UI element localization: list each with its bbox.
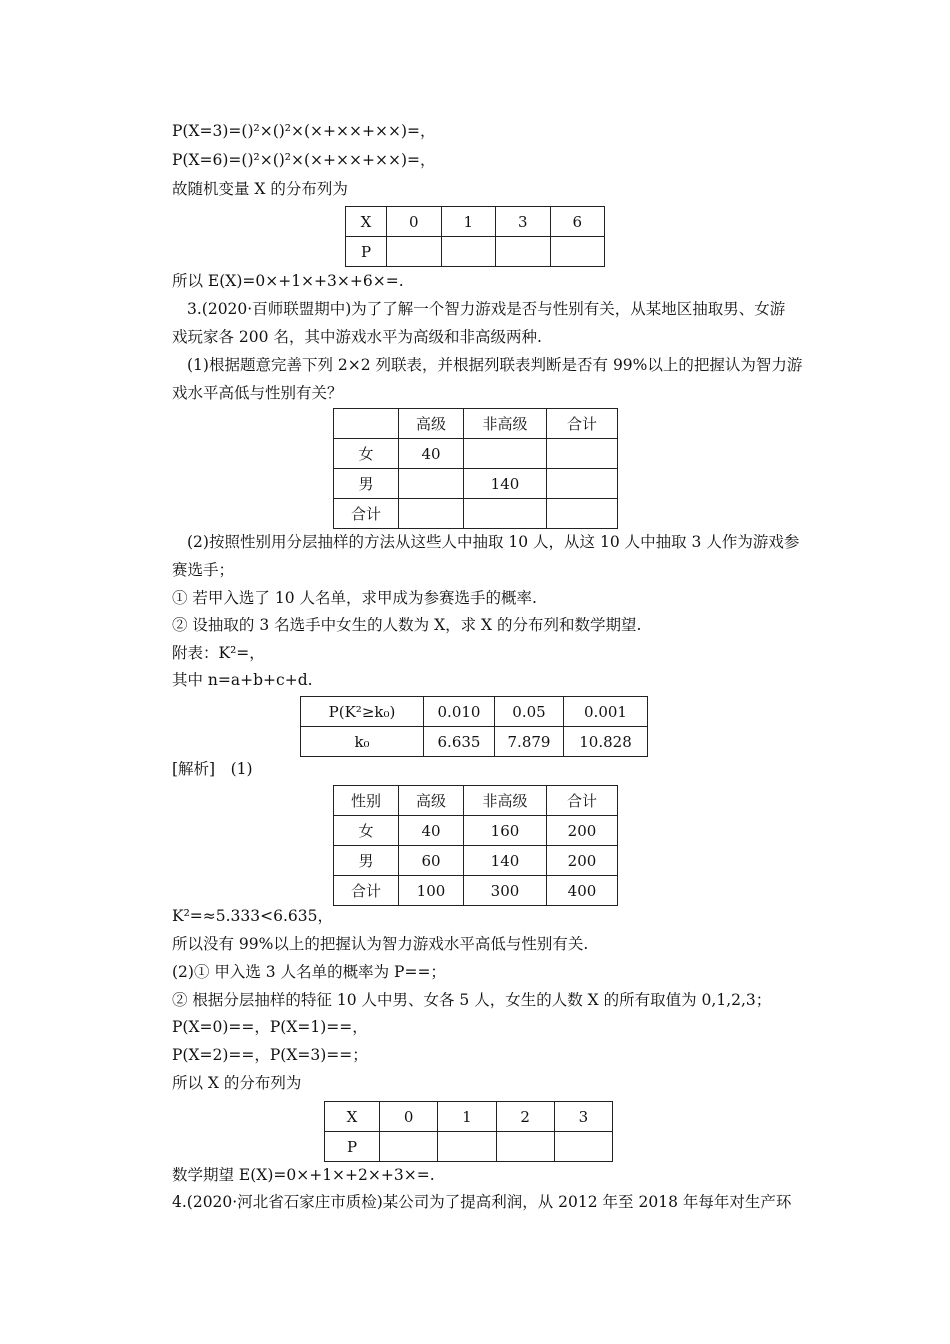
table-row [301,697,648,727]
table-cell: 高级 [399,786,464,816]
table-cell: 0.05 [495,697,564,727]
table-cell: 男 [334,469,399,499]
q3-part1-b: 戏水平高低与性别有关？ [172,384,343,402]
prob-x-2-3: P(X=2)==，P(X=3)==； [172,1046,368,1064]
table-cell [547,439,618,469]
table-row [334,409,618,439]
table-cell: 3 [554,1102,612,1132]
table-cell: 6 [550,207,605,237]
text-p-x-3: P(X=3)=()²×()²×(×+××+××)=， [172,122,436,140]
table-cell [547,469,618,499]
q3-part1-a: (1)根据题意完善下列 2×2 列联表，并根据列联表判断是否有 99%以上的把握认为智力游 [187,356,803,374]
table-cell: 160 [464,816,547,846]
distribution-table-1 [345,206,605,267]
table-row [334,876,618,906]
table-cell: 40 [399,439,464,469]
table-cell [441,237,496,267]
table-cell: 140 [464,469,547,499]
table-cell: 非高级 [464,409,547,439]
table-cell [554,1132,612,1162]
table-cell [438,1132,496,1162]
table-cell: 合计 [334,499,399,529]
prob-x-0-1: P(X=0)==，P(X=1)==， [172,1018,368,1036]
table-row [325,1132,613,1162]
q3-header-b: 戏玩家各 200 名，其中游戏水平为高级和非高级两种. [172,328,542,346]
q3-part2-b: 赛选手； [172,561,235,579]
q3-part2-i: ① 若甲入选了 10 人名单，求甲成为参赛选手的概率. [172,589,537,607]
table-cell: 女 [334,816,399,846]
contingency-table-filled [333,785,618,906]
conclusion-line: 所以没有 99%以上的把握认为智力游戏水平高低与性别有关. [172,935,589,953]
solution-2-ii: ② 根据分层抽样的特征 10 人中男、女各 5 人，女生的人数 X 的所有取值为 0,1,2,3； [172,991,772,1009]
table-cell: 非高级 [464,786,547,816]
table-cell: 7.879 [495,727,564,757]
table-cell [550,237,605,267]
table-row [325,1102,613,1132]
table-cell: X [346,207,387,237]
k2-value-line: K²=≈5.333<6.635， [172,907,334,925]
table-cell: 3 [496,207,551,237]
table-cell: 高级 [399,409,464,439]
table-cell: 200 [547,846,618,876]
table-cell: 0.010 [424,697,495,727]
table-cell [496,237,551,267]
table-cell: P(K²≥k₀) [301,697,424,727]
table-cell: P [325,1132,380,1162]
q3-header-a: 3.(2020·百师联盟期中)为了了解一个智力游戏是否与性别有关，从某地区抽取男、女游 [187,300,786,318]
table-row [334,439,618,469]
table-cell [464,499,547,529]
table-cell [399,499,464,529]
text-p-x-6: P(X=6)=()²×()²×(×+××+××)=， [172,151,436,169]
analysis-label: [解析] (1) [172,760,253,778]
table-cell: k₀ [301,727,424,757]
table-cell: 10.828 [564,727,648,757]
table-cell: 1 [438,1102,496,1132]
table-cell [387,237,442,267]
table-cell [334,409,399,439]
table-cell: 2 [496,1102,554,1132]
table-cell: 合计 [334,876,399,906]
distribution-table-2 [324,1101,613,1162]
table-row [334,786,618,816]
table-cell: P [346,237,387,267]
table-cell: 性别 [334,786,399,816]
table-cell: 100 [399,876,464,906]
table-row [346,207,605,237]
table-cell: 合计 [547,786,618,816]
table-cell: 0 [380,1102,438,1132]
text-expectation-1: 所以 E(X)=0×+1×+3×+6×=. [172,272,404,290]
q3-part2-a: (2)按照性别用分层抽样的方法从这些人中抽取 10 人，从这 10 人中抽取 3 人作为游戏参 [187,533,800,551]
table-row [334,499,618,529]
table-cell: 合计 [547,409,618,439]
table-cell [380,1132,438,1162]
table-cell: 400 [547,876,618,906]
table-cell [496,1132,554,1162]
table-cell: 1 [441,207,496,237]
table-cell [547,499,618,529]
table-row [334,846,618,876]
where-line: 其中 n=a+b+c+d. [172,671,313,689]
solution-2-i: (2)① 甲入选 3 人名单的概率为 P==； [172,963,446,981]
table-row [301,727,648,757]
appendix-label: 附表：K²=， [172,644,265,662]
table-row [334,816,618,846]
q3-part2-ii: ② 设抽取的 3 名选手中女生的人数为 X，求 X 的分布列和数学期望. [172,616,642,634]
table-row [334,469,618,499]
table-cell [464,439,547,469]
table-cell: 6.635 [424,727,495,757]
text-dist-intro-2: 所以 X 的分布列为 [172,1074,302,1092]
contingency-table-blank [333,408,618,529]
q4-header: 4.(2020·河北省石家庄市质检)某公司为了提高利润，从 2012 年至 2018 年每年对生产环 [172,1193,792,1211]
table-row [346,237,605,267]
table-cell: 男 [334,846,399,876]
table-cell: 0 [387,207,442,237]
table-cell: 0.001 [564,697,648,727]
table-cell: 60 [399,846,464,876]
table-cell: 女 [334,439,399,469]
text-dist-intro-1: 故随机变量 X 的分布列为 [172,180,348,198]
table-cell: 140 [464,846,547,876]
table-cell: 300 [464,876,547,906]
table-cell: 40 [399,816,464,846]
text-expectation-2: 数学期望 E(X)=0×+1×+2×+3×=. [172,1166,435,1184]
table-cell: X [325,1102,380,1132]
table-cell: 200 [547,816,618,846]
table-cell [399,469,464,499]
critical-value-table [300,696,648,757]
